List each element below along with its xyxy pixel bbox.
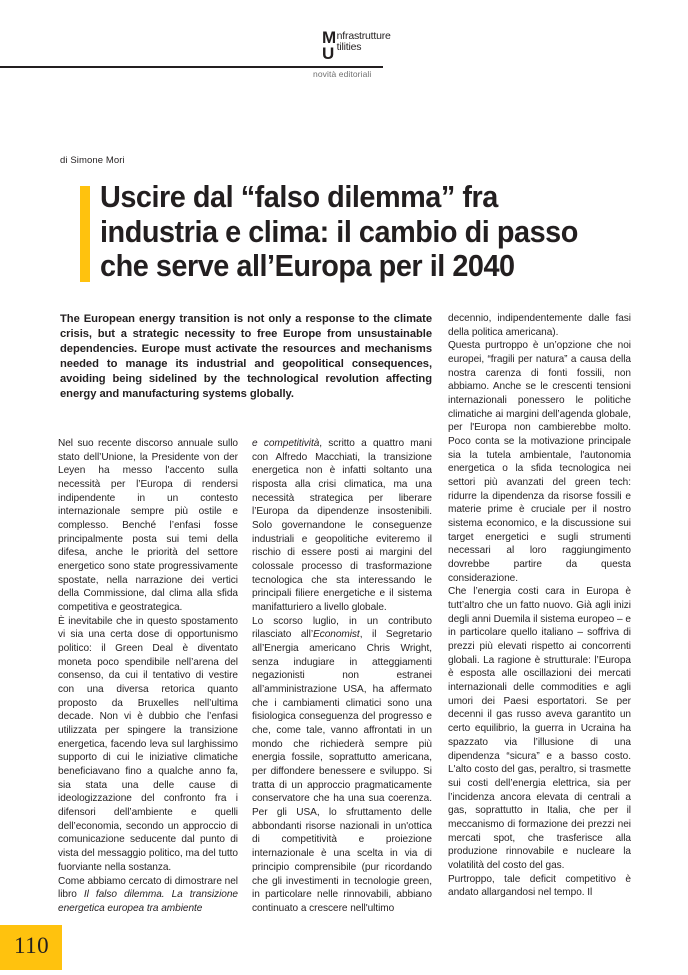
masthead [0, 30, 688, 82]
paragraph [252, 615, 432, 916]
paragraph-lead: Come abbiamo cercato di dimostrare nel libro [58, 875, 238, 901]
logo-word-infrastrutture: nfrastrutture [336, 30, 391, 42]
paragraph: Questa purtroppo è un’opzione che noi europei, “fragili per natura” a causa della nostra carenza di fonti fossili, non abbiamo. Anche se le crescenti tensioni internazionali ponessero le politiche climatiche ai margini dell’agenda globale, per l'Europa non cambierebbe molto. Poco conta se la motivazione principale sia la tutela ambientale, l'autonomia energetica o la sfida tecnologica nei settori più avanzati del green tech: ridurre la dipendenza da risorse fossili e materie prime è cruciale per il nostro sistema economico, e la discussione sui target energetici e sugli strumenti necessari al loro raggiungimento dovrebbe partire da questa considerazione. [448, 340, 631, 584]
logo-row [322, 30, 442, 61]
body-column-2 [252, 437, 432, 916]
body-column-1 [58, 437, 238, 916]
paragraph-part-a: Lo scorso luglio, in un contributo rilasciato all’ [252, 615, 432, 641]
masthead-rule [0, 66, 383, 68]
logo-letters [322, 30, 336, 61]
book-title-cont: e competitività [252, 438, 320, 449]
logo-letter-m: M [322, 28, 336, 47]
paragraph [252, 437, 432, 615]
paragraph: Che l’energia costi cara in Europa è tutt’altro che un fatto nuovo. Già agli inizi degli anni Duemila il sistema europeo – e in particolare quello italiano – soffriva di prezzi più elevati rispetto ai concorrenti globali. La ragione è strutturale: l’Europa è esposta alle oscillazioni dei mercati internazionali delle commodities e agli umori dei Paesi esportatori. Se per decenni il gas russo aveva garantito un certo equilibrio, la guerra in Ucraina ha spazzato via l’illusione di una dipendenza “sicura” e a basso costo. L'alto costo del gas, peraltro, si trasmette sui costi dell’energia elettrica, sia per l’incidenza ancora elevata di centrali a gas, soprattutto in Italia, che per il meccanismo di formazione dei prezzi nei mercati spot, che trasferisce alla produzione rinnovabile e nucleare la volatilità del costo del gas. [448, 586, 631, 871]
mu-logo [322, 30, 442, 64]
byline: di Simone Mori [60, 155, 125, 166]
logo-words [337, 30, 391, 52]
title-accent-bar [80, 186, 90, 282]
paragraph: Purtroppo, tale deficit competitivo è andato allargandosi nel tempo. Il [448, 873, 631, 899]
paragraph-rest: , scritto a quattro mani con Alfredo Macchiati, la transizione energetica non è infatti soltanto una risposta alla crisi climatica, ma una necessità strategica per liberare l’Europa da dipendenze insostenibili. Solo governandone le conseguenze industriali e geopolitiche eviteremo il rischio di essere posti ai margini del colossale processo di trasformazione tecnologica che sta interessando le principali filiere energetiche e il sistema manifatturiero a livello globale. [252, 438, 432, 614]
page-number: 110 [14, 933, 50, 958]
page-number-box [0, 925, 62, 970]
paragraph: Nel suo recente discorso annuale sullo stato dell’Unione, la Presidente von der Leyen ha messo l'accento sulla necessità per l’Europa di rendersi indipendente in un contesto internazionale sempre più ostile e complesso. Benché l’enfasi fosse principalmente posta sui temi della difesa, anche le priorità del settore energetico sono state progressivamente spostate, nella narrazione dei vertici della Commissione, dal clima alla sfida competitiva e geostrategica. [58, 438, 238, 614]
logo-word-utilities: tilities [336, 40, 362, 53]
paragraph: È inevitabile che in questo spostamento vi sia una certa dose di opportunismo politico: il Green Deal è diventato moneta poco spendibile nell’arena del consenso, da cui il tentativo di vestire con una diversa retorica quanto proposto da Bruxelles nell’ultima decade. Non vi è dubbio che l’enfasi utilizzata per spingere la transizione energetica, facendo leva sul larghissimo supporto di cui le iniziative climatiche beneficiavano fino a qualche anno fa, sia stata una delle cause di ideologizzazione del confronto fra i difensori dell’ambiente e quelli dell’economia, secondo un approccio di comunicazione seducente dal punto di vista del messaggio politico, ma del tutto fuorviante nella sostanza. [58, 615, 238, 873]
paragraph: decennio, indipendentemente dalle fasi della politica americana). [448, 313, 631, 338]
paragraph [58, 875, 238, 916]
body-column-3 [448, 312, 631, 900]
book-title: Il falso dilemma. La transizione energetica europea tra ambiente [58, 889, 238, 914]
logo-letter-u: U [322, 43, 334, 63]
paragraph-part-b: , il Segretario all’Energia americano Chris Wright, senza indugiare in atteggiamenti negazionisti non estranei all’amministrazione USA, ha affermato che i cambiamenti climatici sono una fisiologica conseguenza del progresso e che, come tale, vanno affrontati in un mondo che richiederà sempre più energia fossile, soprattutto americana, per diffondere benessere e sviluppo. Si tratta di un approccio pragmaticamente conservatore che ha una sua coerenza. Per gli USA, lo sfruttamento delle abbondanti risorse nazionali in un'ottica di competitività e proiezione internazionale è una scelta in via di principio comprensibile (pur ricordando che gli investimenti in tecnologie green, in particolare nelle rinnovabili, abbiano continuato a crescere nell'ultimo [252, 629, 432, 914]
publication-name: Economist [313, 629, 360, 641]
section-label: novità editoriali [313, 69, 372, 79]
page-title: Uscire dal “falso dilemma” fra industria e clima: il cambio di passo che serve all’Europa per il 2040 [100, 179, 578, 284]
abstract: The European energy transition is not only a response to the climate crisis, but a strategic necessity to free Europe from unsustainable dependencies. Europe must activate the resources and mechanisms needed to manage its industrial and geopolitical consequences, avoiding being sidelined by the technological revolution affecting energy and manufacturing systems globally. [60, 313, 432, 400]
